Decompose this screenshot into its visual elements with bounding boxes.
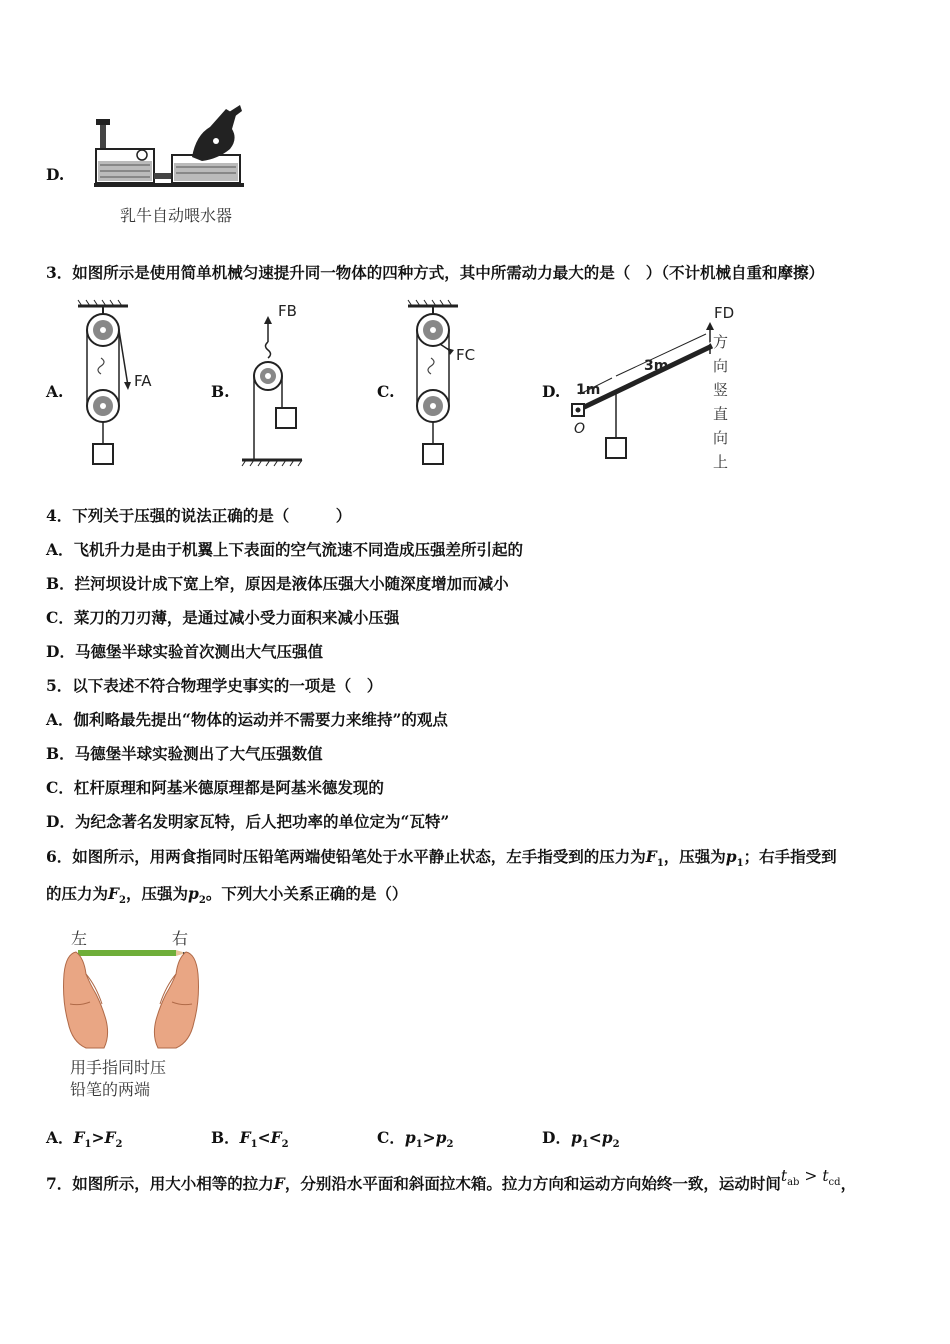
q6-option-label: A． [46,1128,74,1147]
q6-option-b [211,1126,289,1150]
q6-op: > [91,1128,105,1147]
q6-sub: 1 [250,1139,258,1151]
length-1m-label: 1m [576,382,601,398]
force-d-label: FD [714,304,735,322]
pulley-system-a-figure [74,298,164,470]
force-c-label: FC [456,346,476,364]
q2-option-d-label: D. [46,165,65,184]
q6-sub: 1 [581,1139,589,1151]
q6-op: < [588,1128,602,1147]
q6-var: F [239,1128,251,1147]
force-d-direction-note: 方向竖直向上 [713,333,729,471]
q4-option-d: D．马德堡半球实验首次测出大气压强值 [46,642,323,661]
pencil-left-label: 左 [71,929,88,948]
q6-sub: 1 [84,1139,92,1151]
q6-var: p [570,1128,582,1147]
q7-gt: > [804,1167,818,1185]
q6-option-a [46,1126,123,1150]
q3-stem: 3．如图所示是使用简单机械匀速提升同一物体的四种方式，其中所需动力最大的是（ ）（不计机械自重和摩擦） [46,263,825,282]
q7-stem-part: 7．如图所示，用大小相等的拉力 [46,1174,274,1193]
q6-option-label: D． [542,1128,571,1147]
q6-option-label: B． [211,1128,240,1147]
q7-t-ab: ab [787,1177,800,1189]
q6-stem-part: ；右手指受到 [743,847,837,866]
q5-option-d: D．为纪念著名发明家瓦特，后人把功率的单位定为“瓦特” [46,812,450,831]
q6-var: p [601,1128,613,1147]
q5-option-a: A．伽利略最先提出“物体的运动并不需要力来维持”的观点 [46,710,448,729]
q5-option-b: B．马德堡半球实验测出了大气压强数值 [46,744,323,763]
q4-stem: 4．下列关于压强的说法正确的是（ ） [46,506,352,525]
q6-stem-part: 6．如图所示，用两食指同时压铅笔两端使铅笔处于水平静止状态，左手指受到的压力为 [46,847,646,866]
length-3m-label: 3m [644,358,669,374]
q3-option-a-label: A. [46,382,64,401]
q6-var: F [270,1128,282,1147]
q4-option-c: C．菜刀的刀刃薄，是通过减小受力面积来减小压强 [46,608,400,627]
q7-stem-part: ， [840,1174,857,1193]
q6-stem-line1: 6．如图所示，用两食指同时压铅笔两端使铅笔处于水平静止状态，左手指受到的压力为$F_1$，压强为$p_1$；右手指受到 [46,847,837,870]
q6-sub: 2 [281,1139,289,1151]
q4-option-b: B．拦河坝设计成下宽上窄，原因是液体压强大小随深度增加而减小 [46,574,509,593]
force-b-label: FB [278,302,297,320]
q7-time-compare [780,1167,841,1189]
q3-option-c-label: C. [377,382,395,401]
cow-water-feeder-figure [92,105,252,190]
q7-t-cd: cd [828,1177,841,1189]
q7-stem [46,1167,857,1196]
q6-op: > [422,1128,436,1147]
q6-option-label: C． [377,1128,405,1147]
q6-sub: 2 [612,1139,620,1151]
q7-t: t [822,1167,829,1185]
q3-option-d-label: D. [542,382,561,401]
q6-stem-part: 。下列大小关系正确的是（） [205,884,408,903]
q7-force: F [273,1174,285,1193]
q3-option-b-label: B. [211,382,230,401]
q6-op: < [257,1128,271,1147]
q5-option-c: C．杠杆原理和阿基米德原理都是阿基米德发现的 [46,778,384,797]
q6-var: F [73,1128,85,1147]
pencil-caption-line2: 铅笔的两端 [70,1080,151,1099]
q6-sub: 2 [446,1139,454,1151]
q6-stem-line2: 的压力为$F_2$，压强为$p_2$。下列大小关系正确的是（） [46,884,408,907]
q6-sub: 1 [415,1139,423,1151]
q6-stem-part: ，压强为 [663,847,726,866]
q7-t: t [780,1167,788,1185]
q6-stem-part: 的压力为 [46,884,109,903]
q6-var: p [435,1128,447,1147]
q7-stem-part: ，分别沿水平面和斜面拉木箱。拉力方向和运动方向始终一致，运动时间 [284,1174,781,1193]
pencil-right-label: 右 [172,929,189,948]
q4-option-a: A．飞机升力是由于机翼上下表面的空气流速不同造成压强差所引起的 [46,540,524,559]
q2-option-d-caption: 乳牛自动喂水器 [120,206,233,225]
q6-var: F [104,1128,116,1147]
q6-var: p [404,1128,416,1147]
pencil-caption-line1: 用手指同时压 [70,1058,167,1077]
q6-option-d [542,1126,620,1150]
pulley-system-c-figure [404,298,494,470]
force-a-label: FA [134,372,152,390]
pivot-o-label: O [574,421,586,437]
q6-stem-part: ，压强为 [126,884,189,903]
fingers-pressing-pencil-figure [56,944,206,1052]
pulley-system-b-figure [238,298,318,470]
q6-sub: 2 [115,1139,123,1151]
q6-option-c [377,1126,453,1150]
q5-stem: 5．以下表述不符合物理学史事实的一项是（ ） [46,676,383,695]
